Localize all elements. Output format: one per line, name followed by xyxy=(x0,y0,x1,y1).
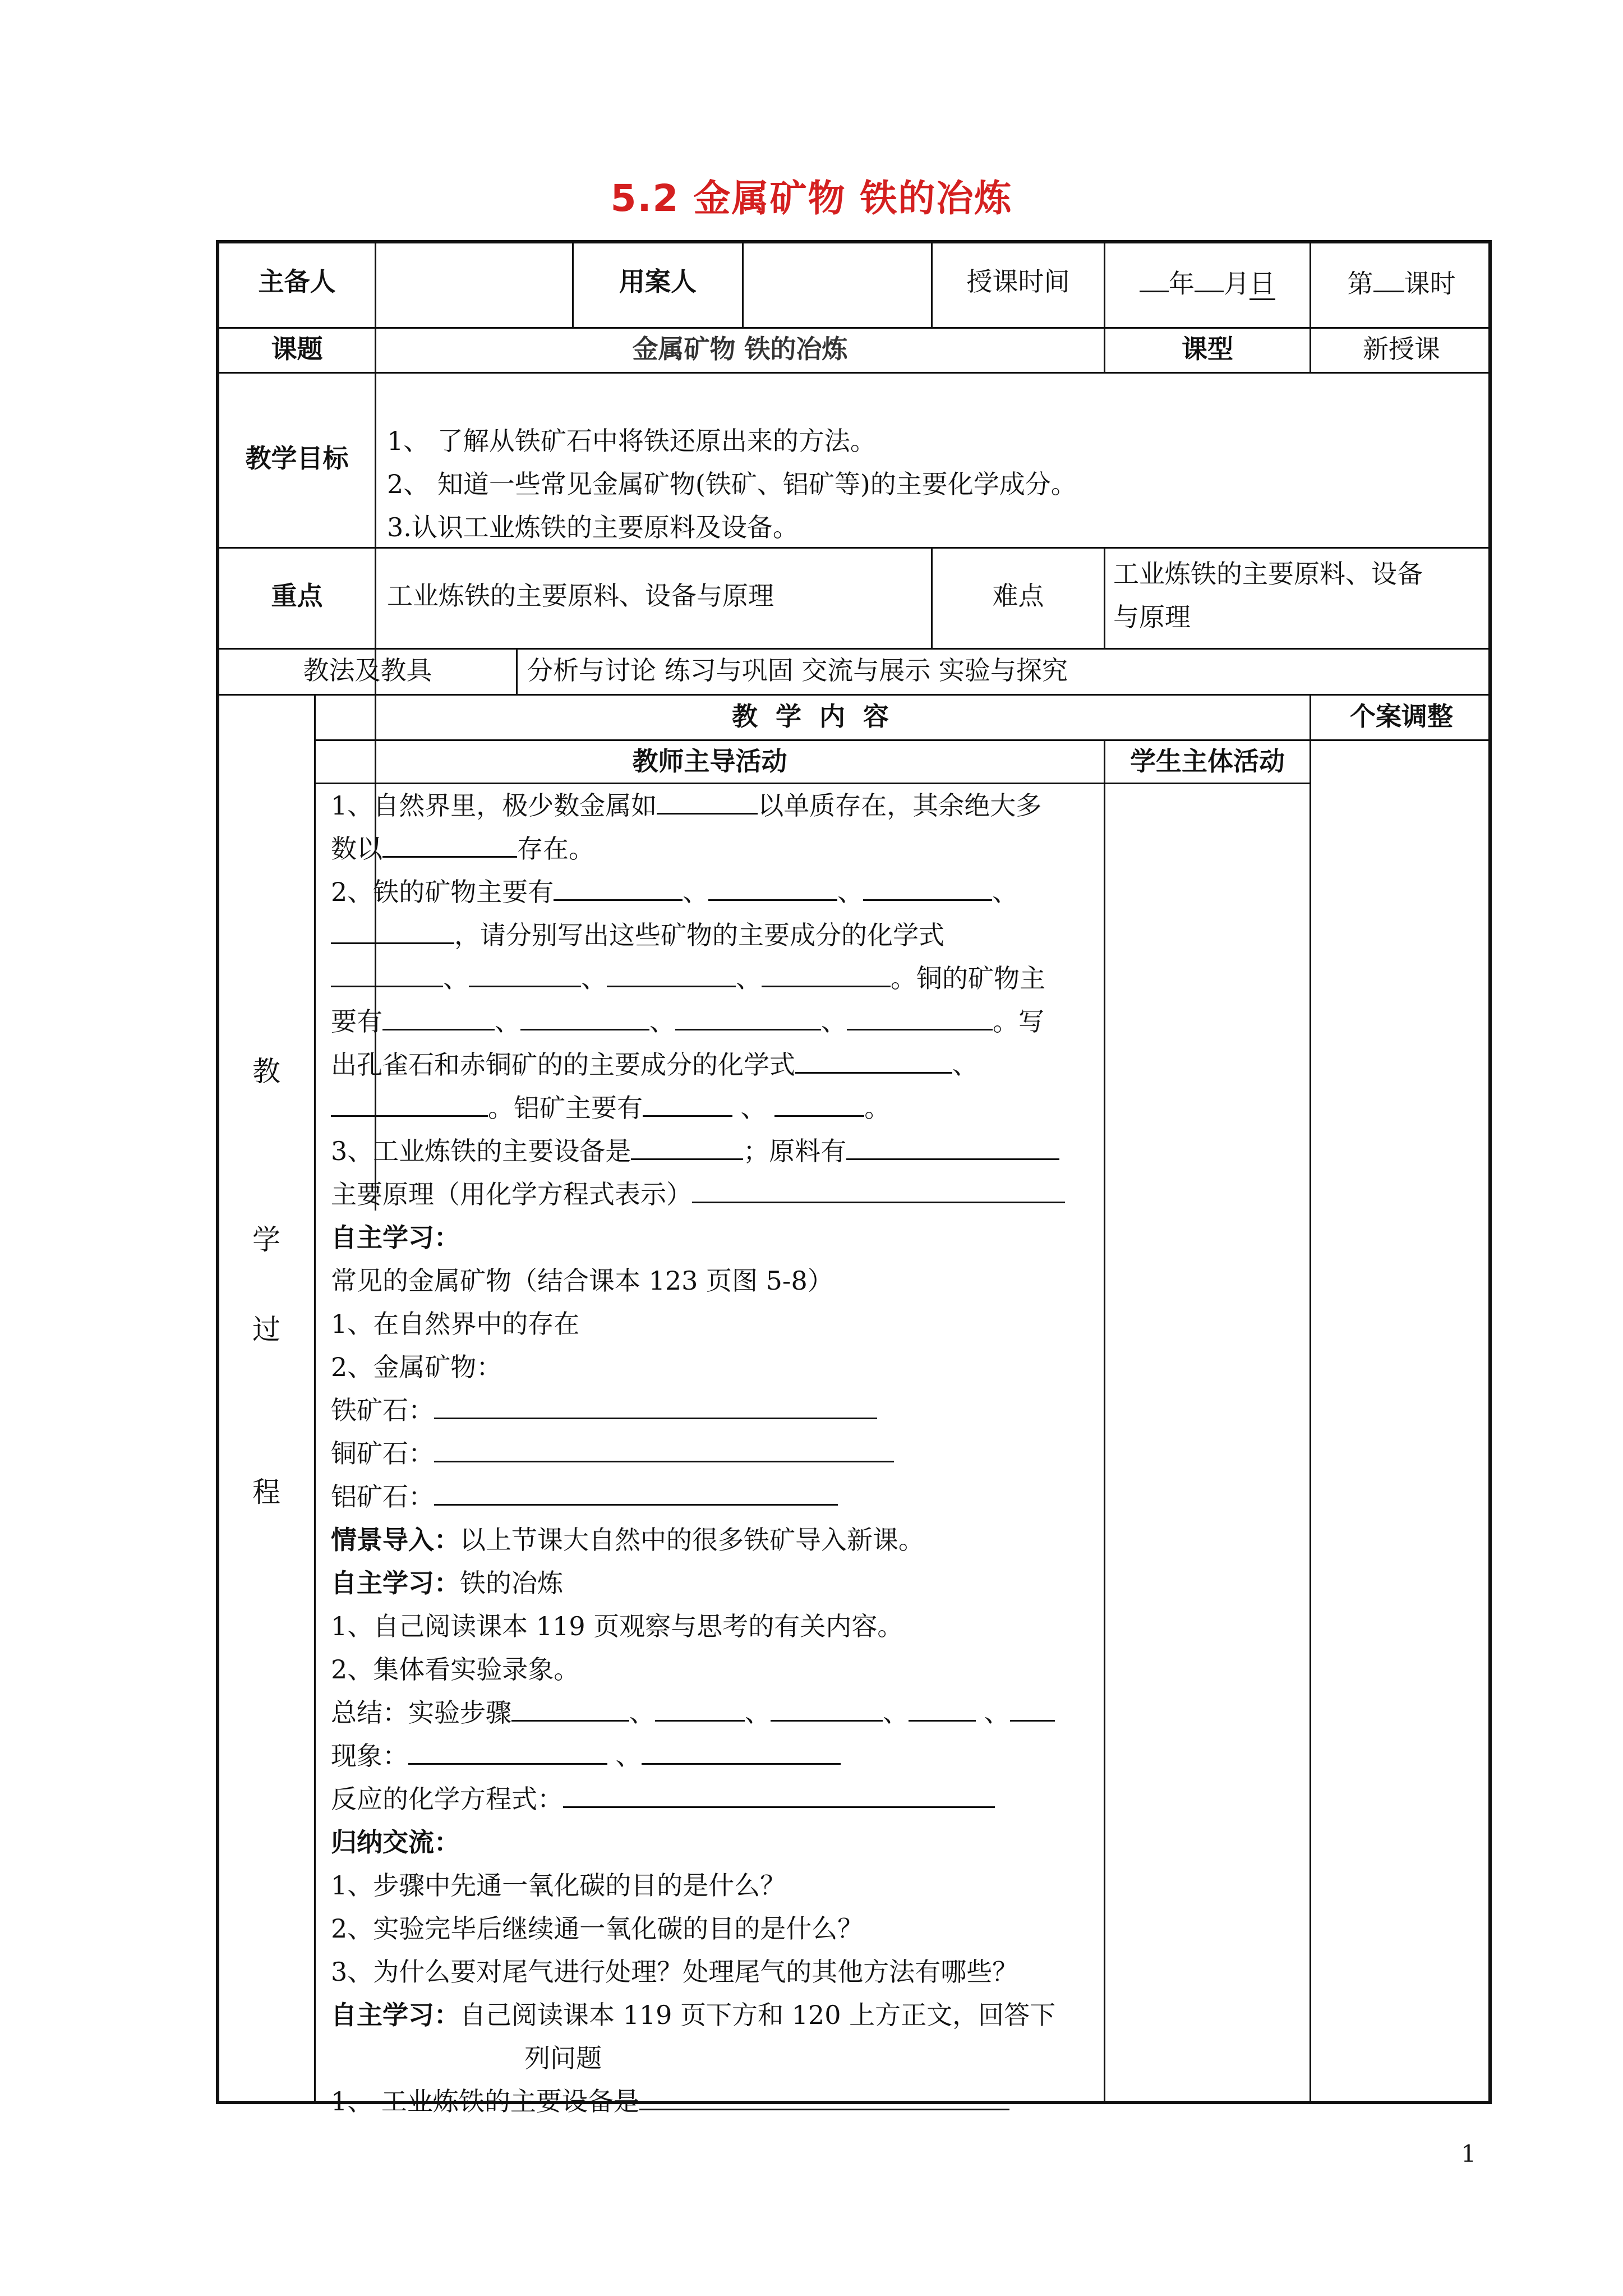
preparer-label: 主备人 xyxy=(258,266,336,297)
focus-label: 重点 xyxy=(271,581,323,611)
adjust-header: 个案调整 xyxy=(1350,701,1453,731)
content-header: 教 学 内 容 xyxy=(731,701,894,731)
methods-value: 分析与讨论 练习与巩固 交流与展示 实验与探究 xyxy=(527,655,1068,685)
lesson-type-label: 课型 xyxy=(1182,334,1233,364)
lesson-type-value: 新授课 xyxy=(1363,334,1440,364)
page-number: 1 xyxy=(1461,2140,1476,2168)
methods-label: 教法及教具 xyxy=(303,655,432,685)
focus-value: 工业炼铁的主要原料、设备与原理 xyxy=(387,581,774,611)
process-side-char: 教 xyxy=(252,1055,280,1088)
document-title: 5.2 金属矿物 铁的冶炼 xyxy=(610,177,1013,220)
class-time-label: 授课时间 xyxy=(966,266,1070,297)
class-date: 年 月日 xyxy=(1105,264,1310,302)
objective-item: 1、 了解从铁矿石中将铁还原出来的方法。 xyxy=(387,426,876,456)
student-header: 学生主体活动 xyxy=(1130,746,1285,776)
objective-item: 2、 知道一些常见金属矿物(铁矿、铝矿等)的主要化学成分。 xyxy=(387,469,1077,499)
objectives-label: 教学目标 xyxy=(245,443,349,473)
teacher-header: 教师主导活动 xyxy=(632,746,787,776)
process-side-char: 过 xyxy=(252,1313,280,1346)
topic-value: 金属矿物 铁的冶炼 xyxy=(632,334,848,364)
teacher-activity-content: 1、自然界里，极少数金属如 以单质存在，其余绝大多 数以 存在。 2、铁的矿物主要有 、 、 、 ，请分别写出这些矿物的主要成分的化学式 、 、 、 。铜的矿物主 要有 、 、 、 。写 出孔雀石和赤铜矿的的主要成分的化学式 、 。铝矿主要有 、 。 3、工业炼铁的主要设备是 ；原料有 主要原理（用化学方程式表示） 自主学习： 常见的金属矿物（结合课本 123 页图 5-8） 1、在自然界中的存在 2、金属矿物： 铁矿石： 铜矿石： 铝矿石： 情景导入：以上节课大自然中的很多铁矿导入新课。 自主学习：铁的冶炼 1、自己阅读课本 119 页观察与思考的有关内容。 2、集体看实验录象。 总结：实验步骤 、 、 、 、 现象： 、 反应的化学方程式： 归纳交流： 1、步骤中先通一氧化碳的目的是什么？ 2、实验完毕后继续通一氧化碳的目的是什么？ 3、为什么要对尾气进行处理？处理尾气的其他方法有哪些？ 自主学习：自己阅读课本 119 页下方和 120 上方正文，回答下 列问题 1、 工业炼铁的主要设备是 xyxy=(331,784,1099,2123)
process-side-char: 程 xyxy=(252,1476,280,1508)
objectives-list xyxy=(387,420,1481,549)
process-side-char: 学 xyxy=(252,1223,280,1256)
topic-label: 课题 xyxy=(271,334,323,364)
objective-item: 3.认识工业炼铁的主要原料及设备。 xyxy=(387,512,799,542)
user-label: 用案人 xyxy=(619,266,697,297)
difficulty-value: 工业炼铁的主要原料、设备 与原理 xyxy=(1113,559,1423,632)
class-period: 第 课时 xyxy=(1311,264,1492,302)
difficulty-label: 难点 xyxy=(992,581,1044,611)
